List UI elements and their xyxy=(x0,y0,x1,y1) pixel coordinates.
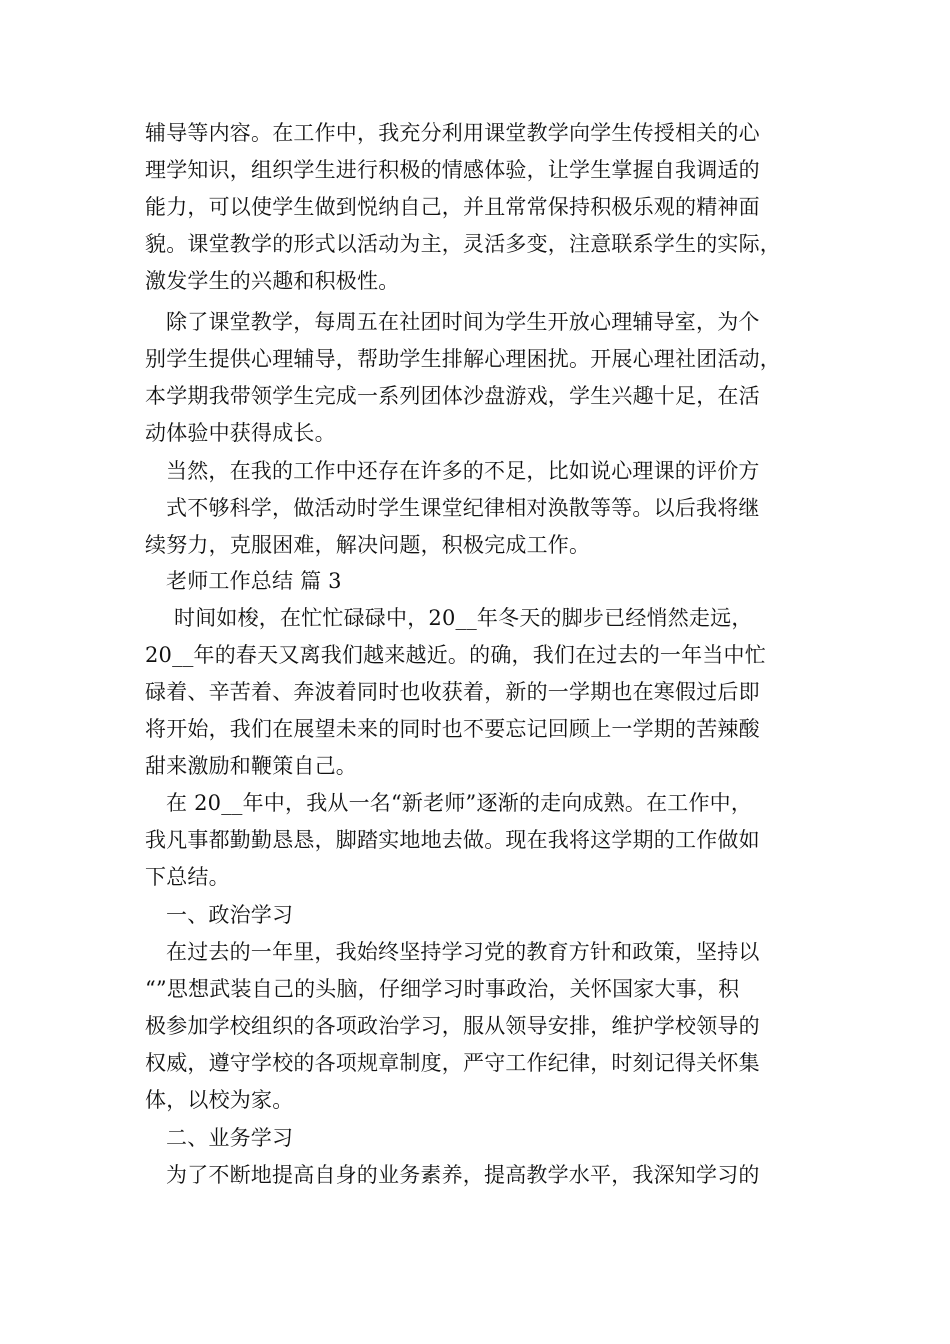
text-line: 激发学生的兴趣和积极性。 xyxy=(145,269,400,293)
text-line: 辅导等内容。在工作中，我充分利用课堂教学向学生传授相关的心 xyxy=(145,121,760,145)
section-heading: 二、业务学习 xyxy=(166,1126,294,1150)
text-line: 为了不断地提高自身的业务素养，提高教学水平，我深知学习的 xyxy=(166,1163,760,1187)
text-line: 我凡事都勤勤恳恳，脚踏实地地去做。现在我将这学期的工作做如 xyxy=(145,828,760,852)
text-line: 除了课堂教学，每周五在社团时间为学生开放心理辅导室，为个 xyxy=(166,310,760,334)
text-line: 别学生提供心理辅导，帮助学生排解心理困扰。开展心理社团活动， xyxy=(145,347,781,371)
text-line: 将开始，我们在展望未来的同时也不要忘记回顾上一学期的苦辣酸 xyxy=(145,717,760,741)
text-line: 极参加学校组织的各项政治学习，服从领导安排，维护学校领导的 xyxy=(145,1014,760,1038)
text-line: 在过去的一年里，我始终坚持学习党的教育方针和政策，坚持以 xyxy=(166,940,760,964)
text-line: 甜来激励和鞭策自己。 xyxy=(145,754,357,778)
text-line: 本学期我带领学生完成一系列团体沙盘游戏，学生兴趣十足，在活 xyxy=(145,384,760,408)
text-line: 时间如梭，在忙忙碌碌中，20__年冬天的脚步已经悄然走远， xyxy=(174,606,753,630)
text-line: 碌着、辛苦着、奔波着同时也收获着，新的一学期也在寒假过后即 xyxy=(145,680,760,704)
text-line: 能力，可以使学生做到悦纳自己，并且常常保持积极乐观的精神面 xyxy=(145,195,760,219)
text-line: “”思想武装自己的头脑，仔细学习时事政治，关怀国家大事，积 xyxy=(145,977,740,1001)
text-line: 体，以校为家。 xyxy=(145,1088,294,1112)
text-line: 当然，在我的工作中还存在许多的不足，比如说心理课的评价方 xyxy=(166,459,760,483)
text-line: 权威，遵守学校的各项规章制度，严守工作纪律，时刻记得关怀集 xyxy=(145,1051,760,1075)
text-line: 下总结。 xyxy=(145,865,230,889)
text-line: 续努力，克服困难，解决问题，积极完成工作。 xyxy=(145,533,591,557)
text-line: 动体验中获得成长。 xyxy=(145,421,336,445)
text-line: 式不够科学，做活动时学生课堂纪律相对涣散等等。以后我将继 xyxy=(166,496,760,520)
section-heading: 一、政治学习 xyxy=(166,903,294,927)
text-line: 20__年的春天又离我们越来越近。的确，我们在过去的一年当中忙 xyxy=(145,643,766,667)
text-line: 在 20__年中，我从一名“新老师”逐渐的走向成熟。在工作中， xyxy=(166,791,753,815)
section-heading: 老师工作总结 篇 3 xyxy=(166,569,342,593)
text-line: 理学知识，组织学生进行积极的情感体验，让学生掌握自我调适的 xyxy=(145,158,760,182)
text-line: 貌。课堂教学的形式以活动为主，灵活多变，注意联系学生的实际， xyxy=(145,232,781,256)
